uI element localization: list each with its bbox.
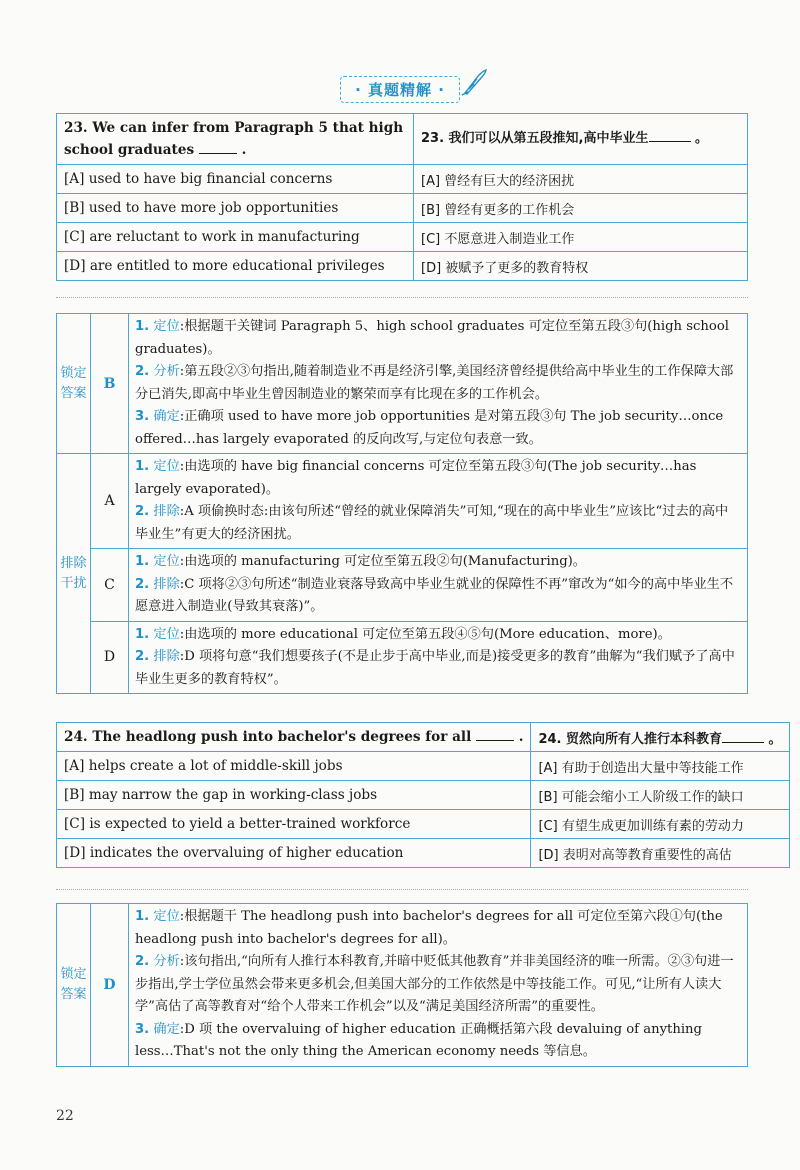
analysis-line: 1. 定位:由选项的 have big financial concerns 可定位至第五段③句(The job security…has largely evaporated)。: [135, 459, 697, 497]
question-24-table: [56, 722, 790, 868]
exclusion-letter: A: [91, 454, 129, 549]
option-d-zh: [D] 表明对高等教育重要性的高估: [531, 839, 789, 868]
option-c-zh: [C] 有望生成更加训练有素的劳动力: [531, 810, 789, 839]
question-stem-en: 23. We can infer from Paragraph 5 that high school graduates .: [57, 114, 414, 165]
exclusion-letter: D: [91, 621, 129, 694]
option-d-zh: [D] 被赋予了更多的教育特权: [414, 252, 748, 281]
option-a-zh: [A] 曾经有巨大的经济困扰: [414, 165, 748, 194]
option-row: [57, 252, 748, 281]
analysis-line: 2. 排除:C 项将②③句所述“制造业衰落导致高中毕业生就业的保障性不再”窜改为“如今的高中毕业生不愿意进入制造业(导致其衰落)”。: [135, 576, 734, 614]
exclusion-content: [129, 621, 748, 694]
exclude-label: 排除干扰: [57, 454, 91, 694]
option-a-en: [A] used to have big financial concerns: [57, 165, 414, 194]
question-stem-row: [57, 723, 790, 752]
option-b-zh: [B] 曾经有更多的工作机会: [414, 194, 748, 223]
lock-answer-content: [129, 904, 748, 1067]
option-a-zh: [A] 有助于创造出大量中等技能工作: [531, 752, 789, 781]
lock-answer-label: 锁定答案: [57, 314, 91, 454]
option-row: [57, 781, 790, 810]
option-b-zh: [B] 可能会缩小工人阶级工作的缺口: [531, 781, 789, 810]
lock-answer-row: [57, 904, 748, 1067]
section-title: · 真题精解 ·: [340, 76, 460, 103]
exclusion-content: [129, 454, 748, 549]
analysis-line: 2. 分析:第五段②③句指出,随着制造业不再是经济引擎,美国经济曾经提供给高中毕业生的工作保障大部分已消失,即高中毕业生曾因制造业的繁荣而享有比现在多的工作机会。: [135, 364, 734, 402]
option-d-en: [D] indicates the overvaluing of higher education: [57, 839, 531, 868]
question-stem-row: [57, 114, 748, 165]
option-b-en: [B] used to have more job opportunities: [57, 194, 414, 223]
question-23-table: [56, 113, 748, 281]
divider: [56, 889, 748, 890]
exclusion-content: [129, 549, 748, 622]
option-row: [57, 223, 748, 252]
option-c-en: [C] are reluctant to work in manufacturing: [57, 223, 414, 252]
question-stem-en: 24. The headlong push into bachelor's degrees for all .: [57, 723, 531, 752]
option-row: [57, 752, 790, 781]
option-c-zh: [C] 不愿意进入制造业工作: [414, 223, 748, 252]
lock-answer-content: [129, 314, 748, 454]
analysis-line: 1. 定位:根据题干关键词 Paragraph 5、high school graduates 可定位至第五段③句(high school graduates)。: [135, 319, 729, 357]
answer-24-analysis-table: [56, 903, 748, 1067]
exclusion-letter: C: [91, 549, 129, 622]
option-row: [57, 165, 748, 194]
exclusion-row: [57, 454, 748, 549]
analysis-line: 2. 排除:A 项偷换时态:由该句所述“曾经的就业保障消失”可知,“现在的高中毕业生”应该比“过去的高中毕业生”有更大的经济困扰。: [135, 504, 729, 542]
question-stem-zh: 24. 贸然向所有人推行本科教育 。: [531, 723, 789, 752]
divider: [56, 297, 748, 298]
option-row: [57, 194, 748, 223]
exclusion-row: [57, 549, 748, 622]
option-d-en: [D] are entitled to more educational privileges: [57, 252, 414, 281]
analysis-line: 2. 排除:D 项将句意“我们想要孩子(不是止步于高中毕业,而是)接受更多的教育”曲解为“我们赋予了高中毕业生更多的教育特权”。: [135, 649, 735, 687]
analysis-line: 1. 定位:根据题干 The headlong push into bachelor's degrees for all 可定位至第六段①句(the headlong push into bachelor's degrees for all)。: [135, 909, 723, 947]
answer-23-analysis-table: [56, 313, 748, 694]
lock-answer-row: [57, 314, 748, 454]
option-row: [57, 810, 790, 839]
option-row: [57, 839, 790, 868]
analysis-line: 3. 确定:正确项 used to have more job opportunities 是对第五段③句 The job security…once offered…has largely evaporated 的反向改写,与定位句表意一致。: [135, 409, 724, 447]
quill-pen-icon: [459, 67, 489, 97]
analysis-line: 2. 分析:该句指出,“向所有人推行本科教育,并暗中贬低其他教育”并非美国经济的唯一所需。②③句进一步指出,学士学位虽然会带来更多机会,但美国大部分的工作依然是中等技能工作。可见,“让所有人读大学”高估了高等教育对“给个人带来工作机会”以及“满足美国经济所需”的重要性。: [135, 954, 734, 1014]
exclusion-row: [57, 621, 748, 694]
correct-answer: B: [91, 314, 129, 454]
option-b-en: [B] may narrow the gap in working-class jobs: [57, 781, 531, 810]
page-number: 22: [56, 1108, 74, 1124]
section-header: [0, 76, 800, 103]
correct-answer: D: [91, 904, 129, 1067]
analysis-line: 1. 定位:由选项的 manufacturing 可定位至第五段②句(Manufacturing)。: [135, 554, 586, 569]
option-c-en: [C] is expected to yield a better-trained workforce: [57, 810, 531, 839]
analysis-line: 1. 定位:由选项的 more educational 可定位至第五段④⑤句(More education、more)。: [135, 626, 671, 642]
lock-answer-label: 锁定答案: [57, 904, 91, 1067]
analysis-line: 3. 确定:D 项 the overvaluing of higher education 正确概括第六段 devaluing of anything less…That's not the only thing the American economy needs 等信息。: [135, 1021, 702, 1059]
question-stem-zh: 23. 我们可以从第五段推知,高中毕业生 。: [414, 114, 748, 165]
option-a-en: [A] helps create a lot of middle-skill jobs: [57, 752, 531, 781]
